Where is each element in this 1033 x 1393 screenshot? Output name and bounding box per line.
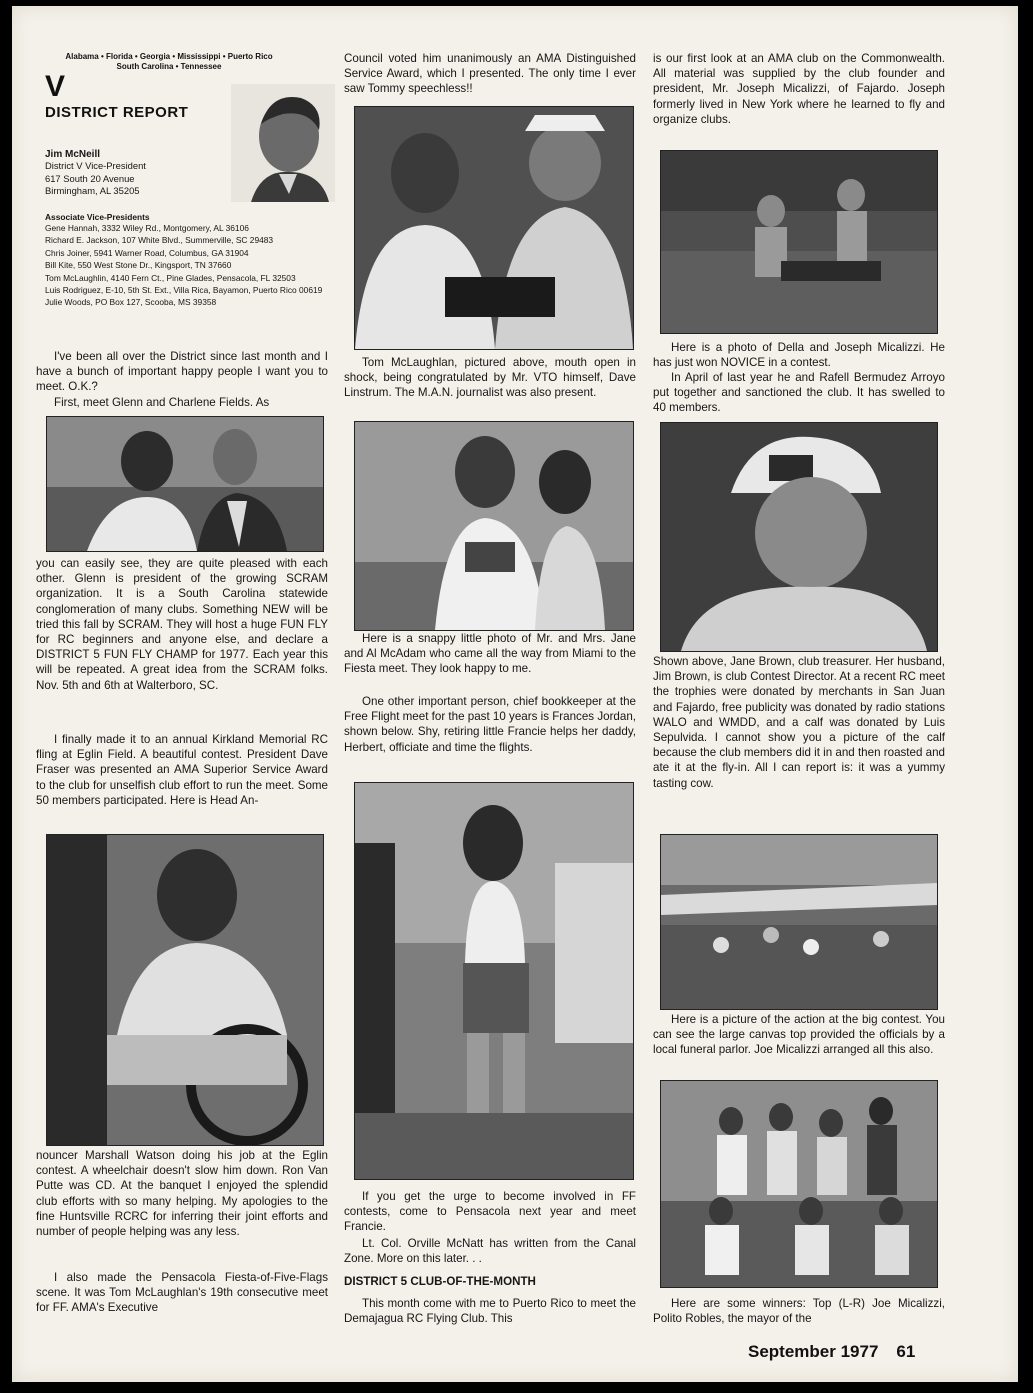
vp-portrait: [231, 84, 335, 202]
action-photo-drawing: [661, 835, 937, 1009]
photo-jane-brown: [660, 422, 938, 652]
intro-paragraph: I've been all over the District since last month and I have a bunch of important happy people I want you to meet. O.K.?: [36, 350, 328, 394]
fields-description: you can easily see, they are quite pleased with each other. Glenn is president of the growing SCRAM organization. It is a South Carolina statewide conglomeration of many clubs. Something NEW will be tried this fall by SCRAM. They will host a huge FUN FLY for RC beginners and anyone else, and declare a DISTRICT 5 FUN FLY CHAMP for 1977. Each year this will be repeated. A great idea from the SCRAM folks. Nov. 5th and 6th at Walterboro, SC.: [36, 557, 328, 692]
club-of-the-month-heading: DISTRICT 5 CLUB-OF-THE-MONTH: [344, 1275, 536, 1288]
mcadam-caption: Here is a snappy little photo of Mr. and Mrs. Jane and Al McAdam who came all the way from Miami to the Fiesta meet. They look happy to me.: [344, 632, 636, 676]
associate-item: Tom McLaughlin, 4140 Fern Ct., Pine Glades, Pensacola, FL 32503: [45, 272, 296, 283]
first-look-paragraph: is our first look at an AMA club on the Commonwealth. All material was supplied by the club founder and president, Mr. Joseph Micalizzi, of Fajardo. Joseph formerly lived in New York where he learned to fly and organize clubs.: [653, 52, 945, 126]
puerto-rico-paragraph: This month come with me to Puerto Rico to meet the Demajagua RC Flying Club. This: [344, 1297, 636, 1326]
tom-caption: Tom McLaughlan, pictured above, mouth open in shock, being congratulated by Mr. VTO himself, Dave Linstrum. The M.A.N. journalist was also present.: [344, 356, 636, 400]
vp-street: 617 South 20 Avenue: [45, 172, 135, 184]
announcer-photo-drawing: [47, 835, 323, 1145]
associate-item: Julie Woods, PO Box 127, Scooba, MS 39358: [45, 297, 217, 308]
associate-item: Luis Rodriguez, E-10, 5th St. Ext., Villa Rica, Bayamon, Puerto Rico 00619: [45, 285, 323, 296]
bookkeeper-paragraph: One other important person, chief bookkeeper at the Free Flight meet for the past 10 years is Frances Jordan, shown below. Shy, retiring little Francie helps her daddy, Herbert, officiate and time the flights.: [344, 695, 636, 754]
mcnatt-paragraph: Lt. Col. Orville McNatt has written from the Canal Zone. More on this later. . .: [344, 1237, 636, 1266]
april-paragraph: In April of last year he and Rafell Bermudez Arroyo put together and sanctioned the club. It has swelled to 40 members.: [653, 371, 945, 415]
states-line-2: South Carolina • Tennessee: [116, 62, 222, 71]
magazine-page: [12, 6, 1018, 1382]
action-caption: Here is a picture of the action at the big contest. You can see the large canvas top provided the officials by a local funeral parlor. Joe Micalizzi arranged all this also.: [653, 1013, 945, 1057]
associates-list: [45, 222, 339, 309]
fields-photo-drawing: [47, 417, 323, 551]
photo-contest-action: [660, 834, 938, 1010]
district-states: [34, 52, 304, 72]
jane-photo-drawing: [661, 423, 937, 651]
mcadam-photo-drawing: [355, 422, 633, 630]
ff-contests-paragraph: If you get the urge to become involved in FF contests, come to Pensacola next year and meet Francie.: [344, 1190, 636, 1234]
photo-fields-couple: [46, 416, 324, 552]
della-photo-drawing: [661, 151, 937, 333]
council-paragraph: Council voted him unanimously an AMA Distinguished Service Award, which I presented. The only time I ever saw Tommy speechless!!: [344, 52, 636, 96]
associate-item: Chris Joiner, 5941 Warner Road, Columbus, GA 31904: [45, 247, 249, 258]
photo-mcadam-couple: [354, 421, 634, 631]
portrait-drawing: [231, 84, 335, 202]
page-number: 61: [896, 1342, 916, 1361]
kirkland-paragraph: I finally made it to an annual Kirkland Memorial RC fling at Eglin Field. A beautiful contest. President Dave Fraser was presented an AMA Superior Service Award to the club for unselfish club effort to run the meet. Some 50 members participated. Here is Head An-: [36, 733, 328, 807]
vp-name: Jim McNeill: [45, 149, 101, 160]
vp-role: District V Vice-President: [45, 160, 146, 171]
photo-della-joseph: [660, 150, 938, 334]
winners-photo-drawing: [661, 1081, 937, 1287]
photo-winners: [660, 1080, 938, 1288]
district-letter: V: [45, 70, 66, 103]
winners-caption: Here are some winners: Top (L-R) Joe Micalizzi, Polito Robles, the mayor of the: [653, 1297, 945, 1326]
vp-city: Birmingham, AL 35205: [45, 185, 140, 196]
page-footer: [748, 1342, 915, 1362]
associate-item: Richard E. Jackson, 107 White Blvd., Summerville, SC 29483: [45, 235, 274, 246]
pensacola-paragraph: I also made the Pensacola Fiesta-of-Five-Flags scene. It was Tom McLaughlan's 19th consecutive meet for FF. AMA's Executive: [36, 1271, 328, 1315]
district-report-title: DISTRICT REPORT: [45, 104, 189, 121]
associate-item: Gene Hannah, 3332 Wiley Rd., Montgomery, AL 36106: [45, 223, 249, 233]
vp-address: [45, 160, 225, 198]
frances-photo-drawing: [355, 783, 633, 1179]
photo-tom-mclaughlan-award: [354, 106, 634, 350]
photo-announcer-marshall-watson: [46, 834, 324, 1146]
associates-title: Associate Vice-Presidents: [45, 212, 150, 222]
issue-date: September 1977: [748, 1342, 879, 1361]
associate-item: Bill Kite, 550 West Stone Dr., Kingsport, TN 37660: [45, 260, 232, 271]
jane-caption: Shown above, Jane Brown, club treasurer. Her husband, Jim Brown, is club Contest Director. At a recent RC meet the trophies were donated by merchants in San Juan and Fajardo, free publicity was donated by radio stations WALO and WMDD, and a calf was donated by Luis Sepulvida. I cannot show you a picture of the calf because the club members did it in and then roasted and ate it at the fly-in. All I can report is: it was a yummy tasting cow.: [653, 655, 945, 790]
della-caption: Here is a photo of Della and Joseph Micalizzi. He has just won NOVICE in a contest.: [653, 341, 945, 370]
states-line-1: Alabama • Florida • Georgia • Mississippi • Puerto Rico: [65, 52, 273, 61]
photo-frances-jordan: [354, 782, 634, 1180]
announcer-paragraph: nouncer Marshall Watson doing his job at the Eglin contest. A wheelchair doesn't slow him down. Ron Van Putte was CD. At the banquet I enjoyed the splendid club efforts with so many helping. My apologies to the fine Huntsville RCRC for inferring their joint efforts and number of people helping was any less.: [36, 1149, 328, 1239]
award-photo-drawing: [355, 107, 633, 349]
fields-intro: First, meet Glenn and Charlene Fields. As: [54, 396, 270, 409]
